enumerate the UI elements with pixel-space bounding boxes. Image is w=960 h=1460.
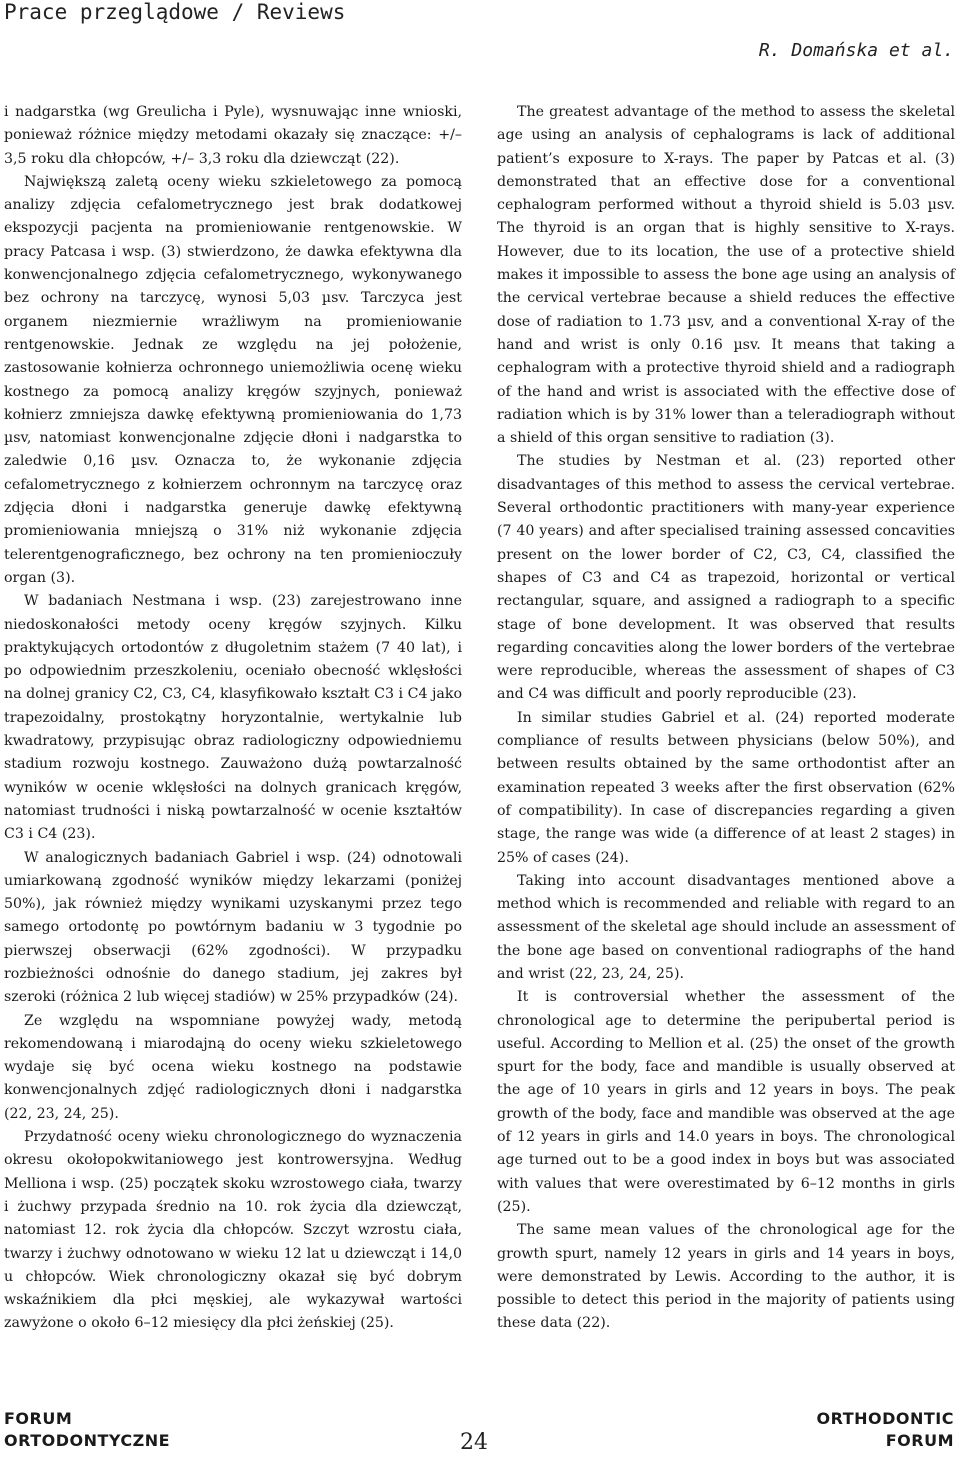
polish-text-column [4, 101, 462, 1336]
paragraph: The studies by Nestman et al. (23) reported other disadvantages of this method to assess the cervical vertebrae. Several orthodontic practitioners with many-year experience (7 40 years) and after specialised training assessed concavities present on the lower border of C2, C3, C4, classified the shapes of C3 and C4 as trapezoid, horizontal or vertical rectangular, square, and assigned a radiograph to a specific stage of bone development. It was observed that results regarding concavities along the lower borders of the vertebrae were reproducible, whereas the assessment of shapes of C3 and C4 was difficult and poorly reproducible (23). [497, 453, 955, 703]
paragraph: Taking into account disadvantages mentioned above a method which is recommended and reliable with regard to an assessment of the skeletal age should include an assessment of the bone age based on conventional radiographs of the hand and wrist (22, 23, 24, 25). [497, 872, 955, 982]
page-number: 24 [460, 1430, 488, 1455]
footer-journal-polish [4, 1408, 170, 1452]
journal-section-header: Prace przeglądowe / Reviews [4, 0, 346, 24]
footer-left-line1: FORUM [4, 1409, 73, 1428]
footer-right-line1: ORTHODONTIC [816, 1409, 954, 1428]
paragraph: The same mean values of the chronological age for the growth spurt, namely 12 years in girls and 14 years in boys, were demonstrated by Lewis. According to the author, it is possible to detect this period in the majority of patients using these data (22). [497, 1222, 955, 1332]
paragraph: It is controversial whether the assessment of the chronological age to determine the peripubertal period is useful. According to Mellion et al. (25) the onset of the growth spurt for the body, face and mandible is usually observed at the age of 10 years in girls and 12 years in boys. The peak growth of the body, face and mandible was observed at the age of 12 years in girls and 14.0 years in boys. The chronological age turned out to be a good index in boys but was associated with values that were overestimated by 6–12 months in girls (25). [497, 989, 955, 1215]
paragraph: W analogicznych badaniach Gabriel i wsp. (24) odnotowali umiarkowaną zgodność wyników między lekarzami (poniżej 50%), jak również między wynikami uzyskanymi przez tego samego ortodontę po powtórnym badaniu w 3 tygodnie po pierwszej obserwacji (62% zgodności). W przypadku rozbieżności odnośnie do danego stadium, jej zakres był szeroki (różnica 2 lub więcej stadiów) w 25% przypadków (24). [4, 849, 462, 1006]
paragraph: i nadgarstka (wg Greulicha i Pyle), wysnuwając inne wnioski, ponieważ różnice między metodami okazały się znaczące: +/– 3,5 roku dla chłopców, +/– 3,3 roku dla dziewcząt (22). [4, 104, 462, 167]
authors-header: R. Domańska et al. [758, 40, 954, 61]
paragraph: In similar studies Gabriel et al. (24) reported moderate compliance of results between physicians (below 50%), and between results obtained by the same orthodontist after an examination repeated 3 weeks after the first observation (62% of compatibility). In case of discrepancies regarding a given stage, the range was wide (a difference of at least 2 stages) in 25% of cases (24). [497, 709, 955, 866]
paragraph: Przydatność oceny wieku chronologicznego do wyznaczenia okresu okołopokwitaniowego jest kontrowersyjna. Według Melliona i wsp. (25) początek skoku wzrostowego ciała, twarzy i żuchwy przypada średnio na 10. rok życia dla dziewcząt, natomiast 12. rok życia dla chłopców. Szczyt wzrostu ciała, twarzy i żuchwy odnotowano w wieku 12 lat u dziewcząt i 14,0 u chłopców. Wiek chronologiczny okazał się być dobrym wskaźnikiem dla płci męskiej, ale wykazywał wartości zawyżone o około 6–12 miesięcy dla płci żeńskiej (25). [4, 1129, 462, 1332]
footer-journal-english [817, 1408, 955, 1452]
english-text-column [497, 101, 955, 1336]
paragraph: The greatest advantage of the method to assess the skeletal age using an analysis of cephalograms is lack of additional patient’s exposure to X-rays. The paper by Patcas et al. (3) demonstrated that an effective dose for a conventional cephalogram performed without a thyroid shield is 5.03 µsv. The thyroid is an organ that is highly sensitive to X-rays. However, due to its location, the use of a protective shield makes it impossible to assess the bone age using an analysis of the cervical vertebrae because a shield reduces the effective dose of radiation to 1.73 µsv, and a conventional X-ray of the hand and wrist is only 0.16 µsv. It means that taking a cephalogram with a protective thyroid shield and a radiograph of the hand and wrist is associated with the effective dose of radiation which is by 31% lower than a teleradiograph without a shield of this organ sensitive to radiation (3). [497, 104, 955, 447]
footer-left-line2: ORTODONTYCZNE [4, 1431, 171, 1450]
paragraph: W badaniach Nestmana i wsp. (23) zarejestrowano inne niedoskonałości metody oceny kręgów szyjnych. Kilku praktykujących ortodontów z długoletnim stażem (7 40 lat), i po odpowiednim przeszkoleniu, oceniało obecność wklęsłości na dolnej granicy C2, C3, C4, klasyfikowało kształt C3 i C4 jako trapezoidalny, prostokątny horyzontalnie, wertykalnie lub kwadratowy, przypisując obraz radiologiczny odpowiedniemu stadium rozwoju kostnego. Zauważono dużą powtarzalność wyników w ocenie wklęsłości na dolnych granicach kręgów, natomiast trudności i niską powtarzalność w ocenie kształtów C3 i C4 (23). [4, 593, 462, 843]
paragraph: Największą zaletą oceny wieku szkieletowego za pomocą analizy zdjęcia cefalometrycznego jest brak dodatkowej ekspozycji pacjenta na promieniowanie rentgenowskie. W pracy Patcasa i wsp. (3) stwierdzono, że dawka efektywna dla konwencjonalnego zdjęcia cefalometrycznego, wykonywanego bez ochrony na tarczycę, wynosi 5,03 µsv. Tarczyca jest organem niezmiernie wrażliwym na promieniowanie rentgenowskie. Jednak ze względu na jej położenie, zastosowanie kołnierza ochronnego uniemożliwia ocenę wieku kostnego za pomocą analizy kręgów szyjnych, ponieważ kołnierz zmniejsza dawkę efektywną promieniowania do 1,73 µsv, natomiast konwencjonalne zdjęcie dłoni i nadgarstka to zaledwie 0,16 µsv. Oznacza to, że wykonanie zdjęcia cefalometrycznego z kołnierzem ochronnym na tarczycę oraz zdjęcia dłoni i nadgarstka generuje dawkę efektywną promieniowania mniejszą o 31% niż wykonanie zdjęcia telerentgenograficznego, bez ochrony na ten promienioczuły organ (3). [4, 173, 462, 586]
footer-right-line2: FORUM [885, 1431, 954, 1450]
paragraph: Ze względu na wspomniane powyżej wady, metodą rekomendowaną i miarodajną do oceny wieku szkieletowego wydaje się być ocena wieku kostnego na podstawie konwencjonalnych zdjęć radiologicznych dłoni i nadgarstka (22, 23, 24, 25). [4, 1012, 462, 1122]
